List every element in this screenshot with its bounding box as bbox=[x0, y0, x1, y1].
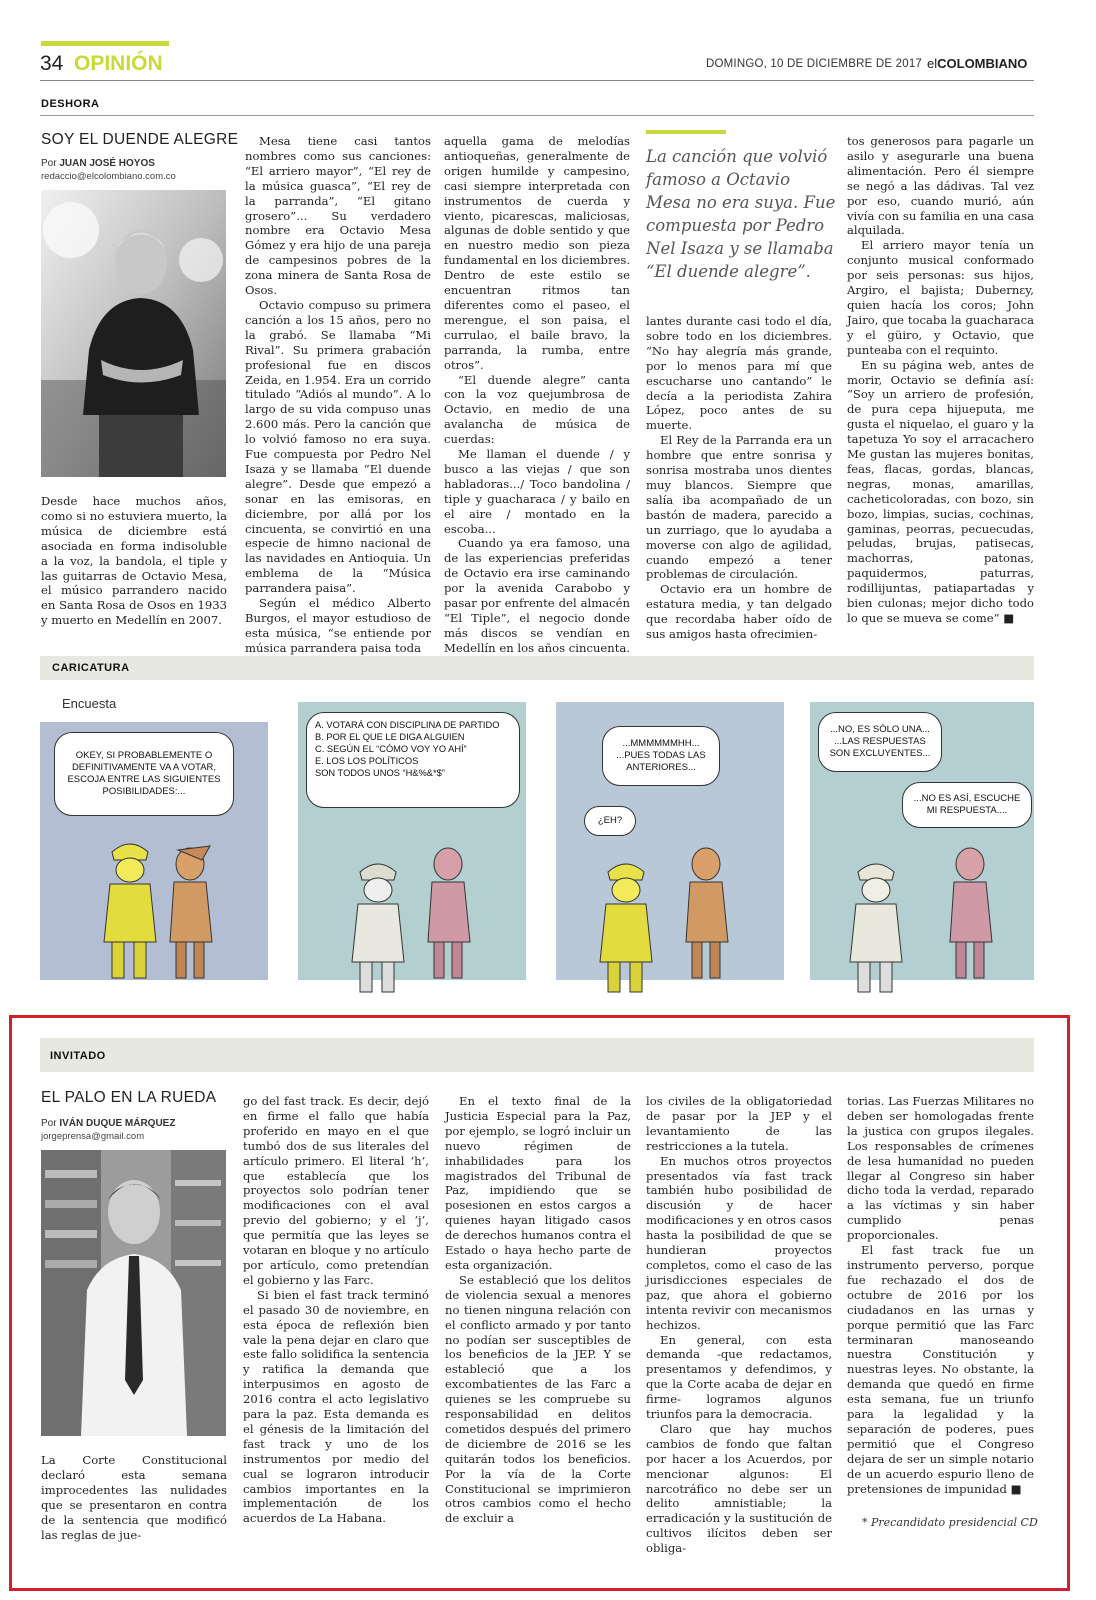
byline bbox=[41, 158, 155, 169]
paragraph: La Corte Constitucional declaró esta semana improcedentes las nulidades que se presentaron en contra de la sentencia que modificó las reglas de jue- bbox=[41, 1453, 227, 1542]
author-footnote: * Precandidato presidencial CD bbox=[862, 1516, 1038, 1529]
section-label-caricatura: CARICATURA bbox=[52, 662, 130, 674]
speech-bubble: ...NO, ES SÓLO UNA... ...LAS RESPUESTAS SON EXCLUYENTES... bbox=[818, 712, 942, 772]
logo-prefix: el bbox=[927, 56, 938, 71]
masthead-divider bbox=[40, 80, 1034, 81]
caricatura-band bbox=[40, 656, 1034, 680]
cartoon-panel-2 bbox=[298, 702, 526, 980]
article-column-1 bbox=[41, 494, 227, 642]
masthead-accent-bar bbox=[41, 41, 169, 46]
byline bbox=[41, 1118, 175, 1129]
paragraph: Octavio compuso su primera canción a los 15 años, pero no la grabó. Se llamaba “Mi Rival”. Su primera grabación profesional fue en discos Zeida, en 1.954. Era un corrido titulado “Adiós al mundo”. A lo largo de su vida compuso unas 2.600 más. Pero la canción que lo volvió famoso no era suya. Fue compuesta por Pedro Nel Isaza y se llamaba “El duende alegre”. Desde que empezó a sonar en las emisoras, en diciembre, por allá por los cincuenta, se convirtió en una especie de himno nacional de las navidades en Antioquia. Un emblema de la “Música parrandera paisa”. bbox=[245, 297, 431, 596]
paragraph: Se estableció que los delitos de violencia sexual a menores no tienen ninguna relación con el conflicto armado y por tanto no podían ser susceptibles de los beneficios de la JEP. Y se estableció que a los excombatientes de las Farc a quienes se les compruebe su responsabilidad en delitos cometidos después del primero de diciembre de 2016 se les quitarán todos los beneficios. Por la vía de la Corte Constitucional se imprimieron otros cambios como el hecho de excluir a bbox=[445, 1272, 631, 1526]
section-label-invitado: INVITADO bbox=[50, 1050, 106, 1062]
issue-date: DOMINGO, 10 DE DICIEMBRE DE 2017 bbox=[706, 58, 923, 70]
author-name: JUAN JOSÉ HOYOS bbox=[59, 158, 155, 169]
cartoon-panel-4 bbox=[810, 702, 1034, 980]
pull-quote: La canción que volvió famoso a Octavio Mesa no era suya. Fue compuesta por Pedro Nel Isaza y se llamaba “El duende alegre”. bbox=[646, 147, 836, 281]
paragraph: Me llaman el duende / y busco a las viejas / que son habladoras.../ Toco bandolina / tiple y guacharaca / y bailo en el aire / montado en la escoba... bbox=[444, 447, 630, 536]
paragraph: Según el médico Alberto Burgos, el mayor estudioso de esta música, “se entiende por música parrandera paisa toda bbox=[245, 596, 431, 655]
strip-title: Encuesta bbox=[62, 696, 117, 711]
speech-bubble: ...NO ES ASÍ, ESCUCHE MI RESPUESTA.... bbox=[902, 782, 1032, 828]
paragraph: Claro que hay muchos cambios de fondo que faltan por hacer a los Acuerdos, por mencionar algunos: El narcotráfico no debe ser un delito amnistiable; la erradicación y la sustitución de cultivos ilícitos deben ser obliga- bbox=[646, 1421, 832, 1556]
paragraph: aquella gama de melodías antioqueñas, generalmente de origen humilde y campesino, casi siempre interpretada con instrumentos de cuerda y viento, picarescas, maliciosas, algunas de doble sentido y que en nuestro medio son pieza fundamental en los diciembres. Dentro de este estilo se encuentran ritmos tan diferentes como el paseo, el merengue, el son paisa, el currulao, el baile bravo, la parranda, la rumba, entre otros”. bbox=[444, 134, 630, 372]
article-column-1 bbox=[41, 1453, 227, 1543]
article-column-5 bbox=[847, 1094, 1034, 1506]
paragraph: los civiles de la obligatoriedad de pasar por la JEP y el levantamiento de las restricciones a la tutela. bbox=[646, 1094, 832, 1153]
speech-bubble: OKEY, SI PROBABLEMENTE O DEFINITIVAMENTE VA A VOTAR, ESCOJA ENTRE LAS SIGUIENTES POSIBILIDADES:... bbox=[54, 732, 234, 816]
article-column-3 bbox=[444, 134, 630, 655]
article-title: EL PALO EN LA RUEDA bbox=[41, 1089, 217, 1106]
article-column-4 bbox=[646, 314, 832, 642]
section-divider bbox=[40, 115, 1034, 116]
paragraph: torias. Las Fuerzas Militares no deben ser homologadas frente la justica con grupos ilegales. Los responsables de crímenes de lesa humanidad no pueden llegar al Congreso sin haber dicho toda la verdad, reparado a las víctimas y sin haber cumplido penas proporcionales. bbox=[847, 1094, 1034, 1243]
paragraph: Octavio era un hombre de estatura media, y tan delgado que recordaba haber oído de sus amigos hasta ofrecimien- bbox=[646, 582, 832, 642]
article-column-2 bbox=[245, 134, 431, 655]
paragraph: lantes durante casi todo el día, sobre todo en los diciembres. “No hay alegría más grande, por lo menos para mí que escucharse uno cantando” le decía a la periodista Zahira López, poco antes de su muerte. bbox=[646, 314, 832, 433]
paragraph: El arriero mayor tenía un conjunto musical conformado por seis personas: sus hijos, Argiro, el bajista; Dubernεy, quien hacía los coros; John Jairo, que tocaba la guacharaca y el güiro, y Octavio, que punteaba con el requinto. bbox=[847, 238, 1034, 357]
article-column-2 bbox=[243, 1094, 429, 1534]
section-name: OPINIÓN bbox=[74, 52, 163, 75]
pullquote-accent-bar bbox=[646, 130, 726, 134]
paragraph: go del fast track. Es decir, dejó en firme el fallo que había proferido en mayo en el que tumbó dos de sus literales del artículo primero. El literal ‘h’, que establecía que los proyectos solo podrían tener modificaciones con el aval previo del gobierno; y el ‘j’, que permitía que las leyes se votaran en bloque y no artículo por artículo, como pretendían el gobierno y las Farc. bbox=[243, 1094, 429, 1287]
paragraph: En muchos otros proyectos presentados vía fast track también hubo posibilidad de discusión y de hacer modificaciones y en otros casos hasta la posibilidad de que se hundieran proyectos completos, como el caso de las jurisdicciones especiales de paz, que ahora el gobierno intenta revivir con mecanismos hechizos. bbox=[646, 1153, 832, 1332]
speech-bubble: ...MMMMMMHH... ...PUES TODAS LAS ANTERIORES... bbox=[602, 726, 720, 786]
article-column-4 bbox=[646, 1094, 832, 1556]
article-title: SOY EL DUENDE ALEGRE bbox=[41, 131, 239, 148]
cartoon-panel-3 bbox=[556, 702, 784, 980]
logo-name: COLOMBIANO bbox=[937, 56, 1028, 71]
paragraph: En el texto final de la Justicia Especial para la Paz, por ejemplo, se logró incluir un nuevo régimen de inhabilidades para los magistrados del Tribunal de Paz, impidiendo que se posesionen en estos cargos a quienes hayan litigado casos de derechos humanos contra el Estado o haya hecho parte de esta organización. bbox=[445, 1094, 631, 1272]
speech-bubble: ¿EH? bbox=[584, 806, 636, 836]
author-email: jorgeprensa@gmail.com bbox=[41, 1131, 145, 1142]
article-column-3 bbox=[445, 1094, 631, 1534]
newspaper-logo bbox=[927, 56, 1027, 71]
paragraph: Mesa tiene casi tantos nombres como sus canciones: “El arriero mayor”, “El rey de la música guasca”, “El rey de la parranda”, “El gitano grosero”... Su verdadero nombre era Octavio Mesa Gómez y era hijo de una pareja de campesinos pobres de la zona minera de Santa Rosa de Osos. bbox=[245, 134, 431, 298]
speech-bubble: A. VOTARÁ CON DISCIPLINA DE PARTIDO B. POR EL QUE LE DIGA ALGUIEN C. SEGÚN EL “CÓMO VOY YO AHÍ” E. LOS LOS POLÍTICOS SON TODOS UNOS “H&%&*$” bbox=[306, 712, 520, 808]
article-column-5 bbox=[847, 134, 1034, 630]
paragraph: tos generosos para pagarle un asilo y asegurarle una buena alimentación. Pero él siempre se negó a las dádivas. Tal vez por eso, cuando murió, aún vivía con su familia en una casa alquilada. bbox=[847, 134, 1034, 238]
paragraph: Si bien el fast track terminó el pasado 30 de noviembre, en esta época de reflexión bien vale la pena dejar en claro que este fallo solidifica la sentencia y ratifica la demanda que interpusimos en agosto de 2016 contra el acto legislativo para la paz. Esta demanda es el génesis de la limitación del fast track y uno de los instrumentos por medio del cual se lograron introducir cambios importantes en la implementación de los acuerdos de La Habana. bbox=[243, 1287, 429, 1526]
paragraph: Cuando ya era famoso, una de las experiencias preferidas de Octavio era irse caminando por la avenida Carabobo y pasar por enfrente del almacén “El Tiple”, el negocio donde más discos se vendían en Medellín en los años cincuenta. bbox=[444, 536, 630, 655]
author-name: IVÁN DUQUE MÁRQUEZ bbox=[59, 1118, 176, 1129]
page-number: 34 bbox=[40, 52, 64, 75]
byline-prefix: Por bbox=[41, 1118, 57, 1129]
paragraph: El fast track fue un instrumento perverso, porque fue rechazado el dos de octubre de 2016 por los ciudadanos en las urnas y porque permitió que las Farc terminaran manoseando nuestra Constitución y nuestras leyes. No obstante, la demanda que quedó en firme esta semana, fue un triunfo para la legalidad y la separación de poderes, pues permitió que el Congreso dejara de ser un simple notario de un acuerdo espurio lleno de pretensiones de impunidad ■ bbox=[847, 1243, 1034, 1496]
invitado-band bbox=[40, 1038, 1034, 1072]
paragraph: En su página web, antes de morir, Octavio se definía así: “Soy un arriero de profesión, de pura cepa hijueputa, me gusta el niquelao, el guaro y la tapetuza Yo soy el arracachero Me gustan las mujeres bonitas, feas, flacas, gordas, blancas, negras, monas, amarillas, cacheticoloradas, con bozo, sin bozo, limpias, sucias, cochinas, gaminas, peorras, pecuecudas, peludas, brujas, patisecas, machorras, patonas, paquidermos, paturras, rodillijuntas, patiapartadas y bien culonas; mejor dicho todo lo que se mueva se come” ■ bbox=[847, 357, 1034, 625]
paragraph: En general, con esta demanda -que redactamos, presentamos y defendimos, y que la Corte acaba de dejar en firme- logramos algunos triunfos para la democracia. bbox=[646, 1332, 832, 1422]
author-email: redaccio@elcolombiano.com.co bbox=[41, 171, 176, 182]
cartoon-panel-1 bbox=[40, 696, 268, 980]
author-photo bbox=[41, 190, 226, 477]
paragraph: Desde hace muchos años, como si no estuviera muerto, la música de diciembre está asociada en forma indisoluble a la voz, la bandola, el tiple y las guitarras de Octavio Mesa, el músico parrandero nacido en Santa Rosa de Osos en 1933 y muerto en Medellín en 2007. bbox=[41, 494, 227, 628]
paragraph: “El duende alegre” canta con la voz quejumbrosa de Octavio, en medio de una avalancha de música de cuerdas: bbox=[444, 372, 630, 447]
paragraph: El Rey de la Parranda era un hombre que entre sonrisa y sonrisa mostraba unos dientes muy blancos. Siempre que salía iba acompañado de un bastón de madera, parecido a un zurriago, que lo ayudaba a moverse con algo de agilidad, cuando empezó a tener problemas de circulación. bbox=[646, 433, 832, 582]
section-label-deshora: DESHORA bbox=[41, 98, 100, 110]
byline-prefix: Por bbox=[41, 158, 57, 169]
author-photo bbox=[41, 1150, 226, 1436]
